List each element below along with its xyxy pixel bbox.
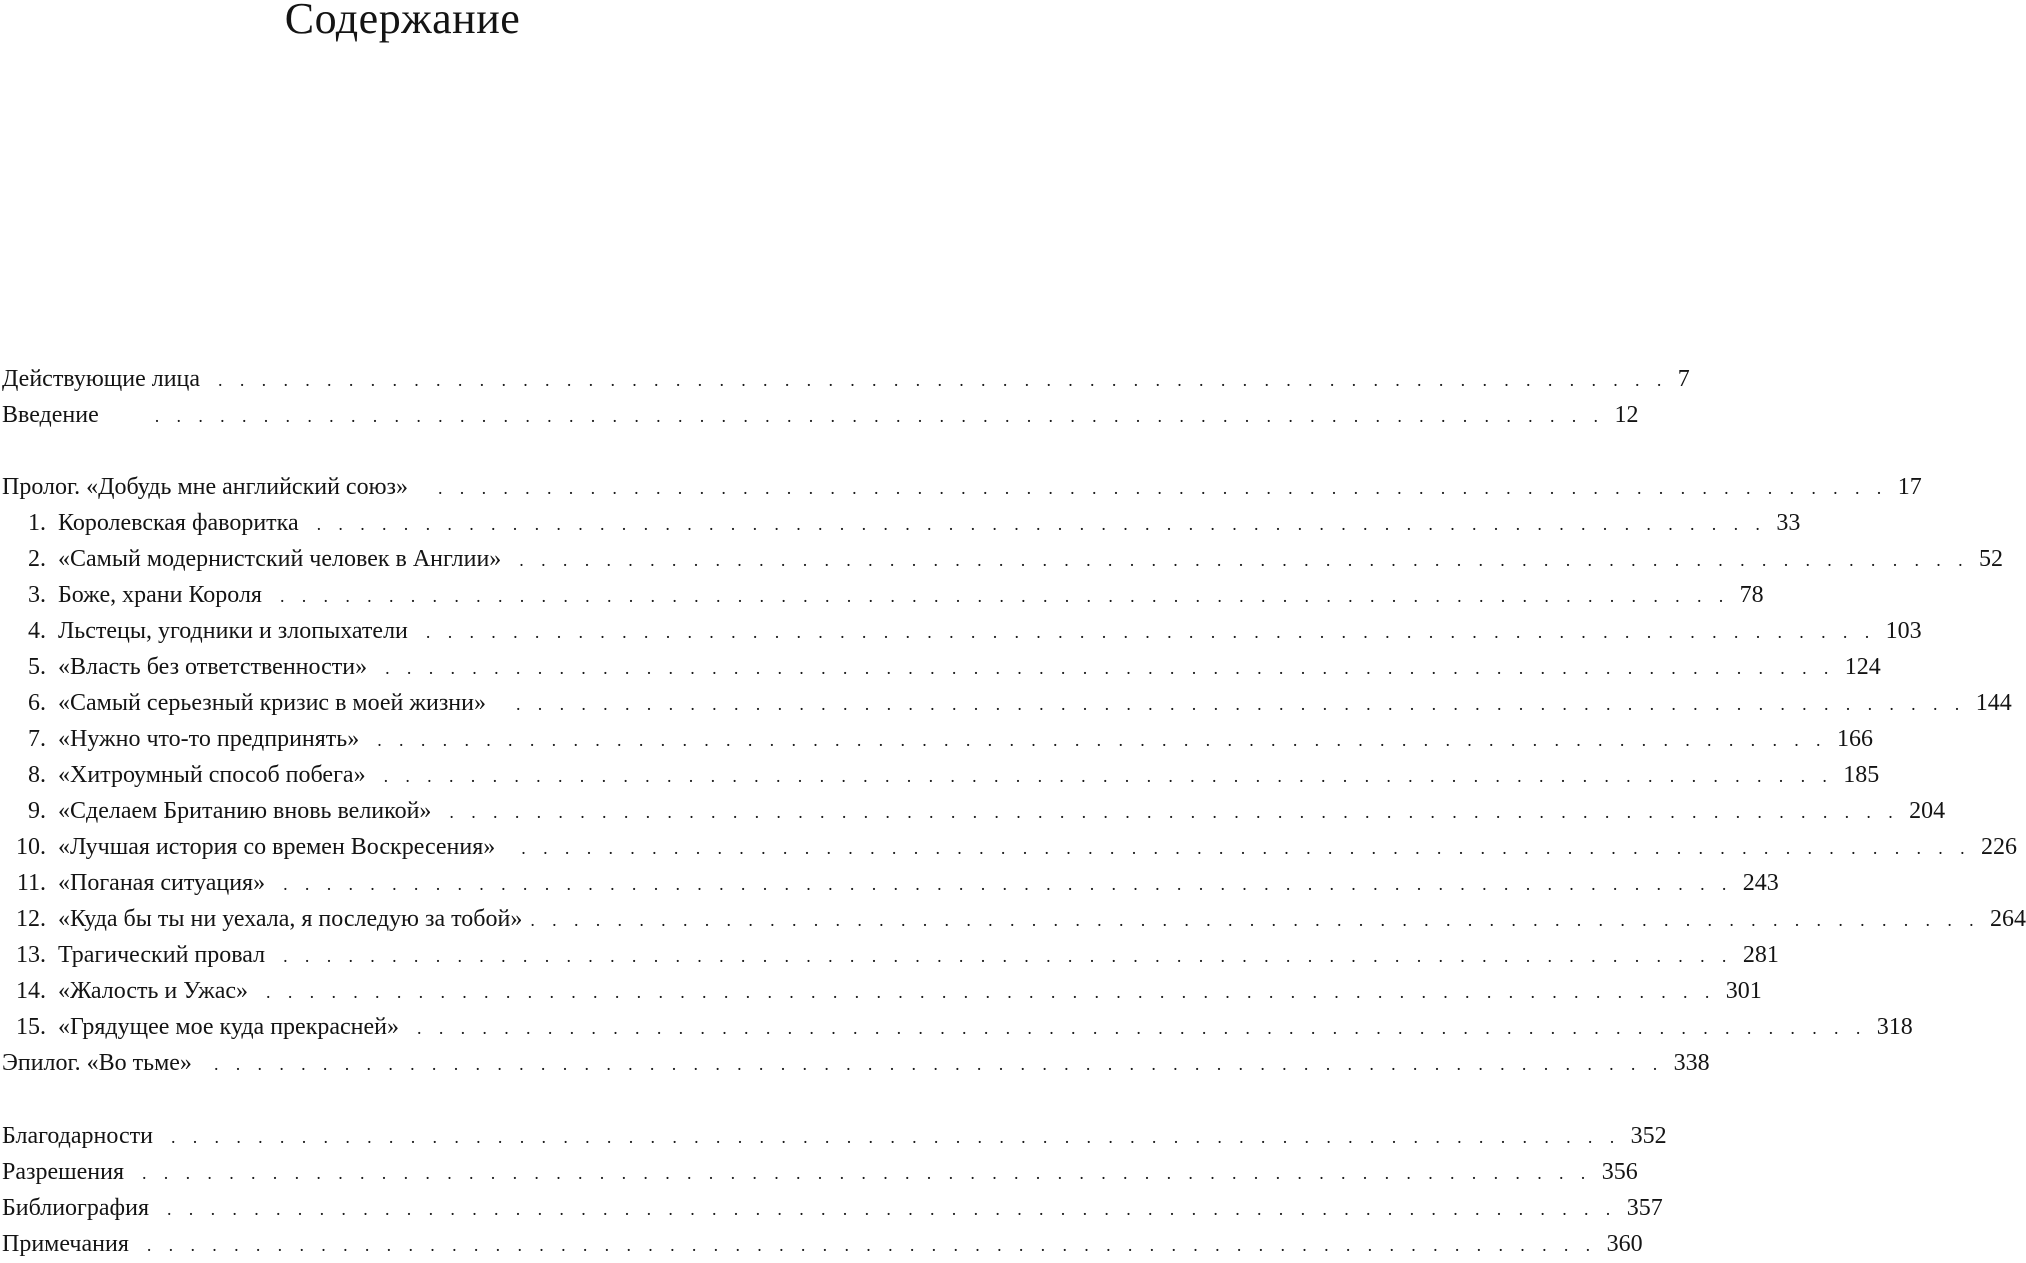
toc-entry-title: Льстецы, угодники и злопыхатели	[58, 618, 408, 644]
toc-entry-page: 166	[1836, 726, 1873, 752]
toc-entry-title: «Лучшая история со времен Воскресения»	[58, 834, 496, 860]
toc-entry[interactable]	[0, 685, 2012, 721]
toc-entry-page: 226	[1981, 834, 2017, 860]
toc-back-section	[0, 1118, 1667, 1262]
dot-leader: . . . . . . . . . . . . . . . . . . . . . . . . . . . . . . . . . . . . . . . . . . . . . . . . . . . . . . . . . . . . . . . . . . .	[515, 694, 1966, 714]
toc-entry-page: 17	[1897, 474, 1922, 500]
toc-entry-number: 10.	[16, 834, 46, 860]
toc-entry[interactable]	[0, 1009, 1913, 1045]
dot-leader: . . . . . . . . . . . . . . . . . . . . . . . . . . . . . . . . . . . . . . . . . . . . . . . . . . . . . . . . . . . . . . . . . . .	[316, 514, 1767, 534]
toc-entry-page: 103	[1885, 618, 1922, 644]
toc-entry-page: 7	[1677, 366, 1690, 392]
dot-leader: . . . . . . . . . . . . . . . . . . . . . . . . . . . . . . . . . . . . . . . . . . . . . . . . . . . . . . . . . . . . . . . . . . .	[385, 658, 1835, 678]
toc-entry[interactable]	[0, 757, 1880, 793]
toc-entry[interactable]	[0, 649, 1881, 685]
toc-entry[interactable]	[0, 361, 1690, 397]
toc-entry-title: Трагический провал	[58, 942, 266, 968]
dot-leader: . . . . . . . . . . . . . . . . . . . . . . . . . . . . . . . . . . . . . . . . . . . . . . . . . . . . . . . . . . . . . . . . . . .	[383, 766, 1834, 786]
toc-entry-title: «Грядущее мое куда прекрасней»	[58, 1014, 400, 1040]
toc-entry-number: 7.	[28, 726, 46, 752]
toc-entry-number: 12.	[16, 906, 46, 932]
page-title: Содержание	[284, 0, 521, 43]
toc-entry-page: 360	[1606, 1231, 1643, 1257]
toc-entry-page: 356	[1601, 1159, 1638, 1185]
toc-entry[interactable]	[0, 397, 1639, 433]
toc-entry-number: 1.	[28, 510, 46, 536]
toc-entry-title: Разрешения	[2, 1159, 124, 1185]
dot-leader: . . . . . . . . . . . . . . . . . . . . . . . . . . . . . . . . . . . . . . . . . . . . . . . . . . . . . . . . . . . . . . . . . . .	[154, 406, 1605, 426]
toc-entry[interactable]	[0, 1190, 1663, 1226]
toc-entry-title: Библиография	[2, 1195, 149, 1221]
dot-leader: . . . . . . . . . . . . . . . . . . . . . . . . . . . . . . . . . . . . . . . . . . . . . . . . . . . . . . . . . . . . . . . . . . .	[167, 1199, 1617, 1219]
toc-entry-title: «Жалость и Ужас»	[58, 978, 249, 1004]
toc-entry[interactable]	[0, 901, 2026, 937]
toc-entry-page: 318	[1876, 1014, 1913, 1040]
toc-entry-title: «Нужно что-то предпринять»	[58, 726, 360, 752]
toc-entry[interactable]	[0, 613, 1922, 649]
toc-entry-page: 12	[1614, 402, 1639, 428]
toc-entry[interactable]	[0, 829, 2017, 865]
dot-leader: . . . . . . . . . . . . . . . . . . . . . . . . . . . . . . . . . . . . . . . . . . . . . . . . . . . . . . . . . . . . . . . . . . .	[266, 982, 1716, 1002]
dot-leader: . . . . . . . . . . . . . . . . . . . . . . . . . . . . . . . . . . . . . . . . . . . . . . . . . . . . . . . . . . . . . . . . . . .	[530, 910, 1981, 930]
toc-entry-title: Королевская фаворитка	[58, 510, 299, 536]
toc-entry-page: 264	[1990, 906, 2026, 932]
toc-entry-number: 8.	[28, 762, 46, 788]
dot-leader: . . . . . . . . . . . . . . . . . . . . . . . . . . . . . . . . . . . . . . . . . . . . . . . . . . . . . . . . . . . . . . . . . . .	[283, 946, 1733, 966]
toc-entry-page: 243	[1742, 870, 1779, 896]
toc-entry-title: Пролог. «Добудь мне английский союз»	[2, 474, 408, 500]
dot-leader: . . . . . . . . . . . . . . . . . . . . . . . . . . . . . . . . . . . . . . . . . . . . . . . . . . . . . . . . . . . . . . . . . . .	[218, 370, 1668, 390]
dot-leader: . . . . . . . . . . . . . . . . . . . . . . . . . . . . . . . . . . . . . . . . . . . . . . . . . . . . . . . . . . . . . . . . . . .	[519, 550, 1969, 570]
toc-entry-title: Благодарности	[2, 1123, 153, 1149]
toc-entry-title: «Сделаем Британию вновь великой»	[58, 798, 432, 824]
toc-entry[interactable]	[0, 793, 1946, 829]
toc-entry-title: «Хитроумный способ побега»	[58, 762, 366, 788]
toc-entry[interactable]	[0, 577, 1764, 613]
toc-entry-title: «Поганая ситуация»	[58, 870, 266, 896]
toc-entry-number: 6.	[28, 690, 46, 716]
toc-entry-title: «Самый серьезный кризис в моей жизни»	[58, 690, 486, 716]
toc-entry-number: 4.	[28, 618, 46, 644]
toc-entry-title: «Власть без ответственности»	[58, 654, 368, 680]
toc-entry[interactable]	[0, 469, 1922, 505]
toc-entry[interactable]	[0, 505, 1801, 541]
toc-entry[interactable]	[0, 937, 1779, 973]
toc-main-section	[0, 469, 2026, 1081]
toc-entry-number: 14.	[16, 978, 46, 1004]
toc-entry-page: 204	[1909, 798, 1946, 824]
toc-entry-page: 338	[1673, 1050, 1710, 1076]
toc-entry-title: Введение	[2, 402, 99, 428]
toc-entry-number: 11.	[16, 870, 46, 896]
dot-leader: . . . . . . . . . . . . . . . . . . . . . . . . . . . . . . . . . . . . . . . . . . . . . . . . . . . . . . . . . . . . . . . . . . .	[425, 622, 1876, 642]
toc-entry-page: 352	[1630, 1123, 1667, 1149]
dot-leader: . . . . . . . . . . . . . . . . . . . . . . . . . . . . . . . . . . . . . . . . . . . . . . . . . . . . . . . . . . . . . . . . . . .	[377, 730, 1827, 750]
toc-entry[interactable]	[0, 1118, 1667, 1154]
toc-entry-number: 13.	[16, 942, 46, 968]
toc-entry-page: 357	[1626, 1195, 1663, 1221]
toc-entry[interactable]	[0, 1226, 1643, 1262]
toc-entry-page: 185	[1843, 762, 1880, 788]
toc-entry-number: 9.	[28, 798, 46, 824]
toc-entry[interactable]	[0, 865, 1779, 901]
toc-entry[interactable]	[0, 541, 2003, 577]
toc-entry[interactable]	[0, 721, 1873, 757]
dot-leader: . . . . . . . . . . . . . . . . . . . . . . . . . . . . . . . . . . . . . . . . . . . . . . . . . . . . . . . . . . . . . . . . . . .	[437, 478, 1888, 498]
dot-leader: . . . . . . . . . . . . . . . . . . . . . . . . . . . . . . . . . . . . . . . . . . . . . . . . . . . . . . . . . . . . . . . . . . .	[283, 874, 1733, 894]
toc-entry-page: 52	[1979, 546, 2003, 572]
toc-entry-page: 33	[1776, 510, 1801, 536]
toc-entry-page: 78	[1739, 582, 1764, 608]
toc-entry-page: 281	[1742, 942, 1779, 968]
toc-entry[interactable]	[0, 1045, 1710, 1081]
dot-leader: . . . . . . . . . . . . . . . . . . . . . . . . . . . . . . . . . . . . . . . . . . . . . . . . . . . . . . . . . . . . . . . . . . .	[213, 1054, 1664, 1074]
dot-leader: . . . . . . . . . . . . . . . . . . . . . . . . . . . . . . . . . . . . . . . . . . . . . . . . . . . . . . . . . . . . . . . . . . .	[142, 1163, 1592, 1183]
toc-entry-page: 301	[1725, 978, 1762, 1004]
dot-leader: . . . . . . . . . . . . . . . . . . . . . . . . . . . . . . . . . . . . . . . . . . . . . . . . . . . . . . . . . . . . . . . . . . .	[417, 1018, 1867, 1038]
toc-entry-page: 124	[1844, 654, 1881, 680]
toc-entry-number: 2.	[28, 546, 46, 572]
dot-leader: . . . . . . . . . . . . . . . . . . . . . . . . . . . . . . . . . . . . . . . . . . . . . . . . . . . . . . . . . . . . . . . . . . .	[170, 1127, 1621, 1147]
toc-entry-number: 3.	[28, 582, 46, 608]
dot-leader: . . . . . . . . . . . . . . . . . . . . . . . . . . . . . . . . . . . . . . . . . . . . . . . . . . . . . . . . . . . . . . . . . . .	[146, 1235, 1597, 1255]
toc-entry-title: «Самый модернистский человек в Англии»	[58, 546, 502, 572]
toc-entry-title: Действующие лица	[2, 366, 201, 392]
toc-entry-page: 144	[1975, 690, 2012, 716]
toc-entry-title: Примечания	[2, 1231, 129, 1257]
toc-entry-title: Эпилог. «Во тьме»	[2, 1050, 192, 1076]
dot-leader: . . . . . . . . . . . . . . . . . . . . . . . . . . . . . . . . . . . . . . . . . . . . . . . . . . . . . . . . . . . . . . . . . . .	[279, 586, 1730, 606]
dot-leader: . . . . . . . . . . . . . . . . . . . . . . . . . . . . . . . . . . . . . . . . . . . . . . . . . . . . . . . . . . . . . . . . . . .	[521, 838, 1971, 858]
toc-front-section	[0, 361, 1690, 433]
toc-entry[interactable]	[0, 973, 1762, 1009]
toc-entry-title: Боже, храни Короля	[58, 582, 262, 608]
toc-entry[interactable]	[0, 1154, 1638, 1190]
dot-leader: . . . . . . . . . . . . . . . . . . . . . . . . . . . . . . . . . . . . . . . . . . . . . . . . . . . . . . . . . . . . . . . . . . .	[449, 802, 1900, 822]
toc-entry-title: «Куда бы ты ни уехала, я последую за тобой»	[58, 906, 523, 932]
toc-entry-number: 15.	[16, 1014, 46, 1040]
toc-entry-number: 5.	[28, 654, 46, 680]
